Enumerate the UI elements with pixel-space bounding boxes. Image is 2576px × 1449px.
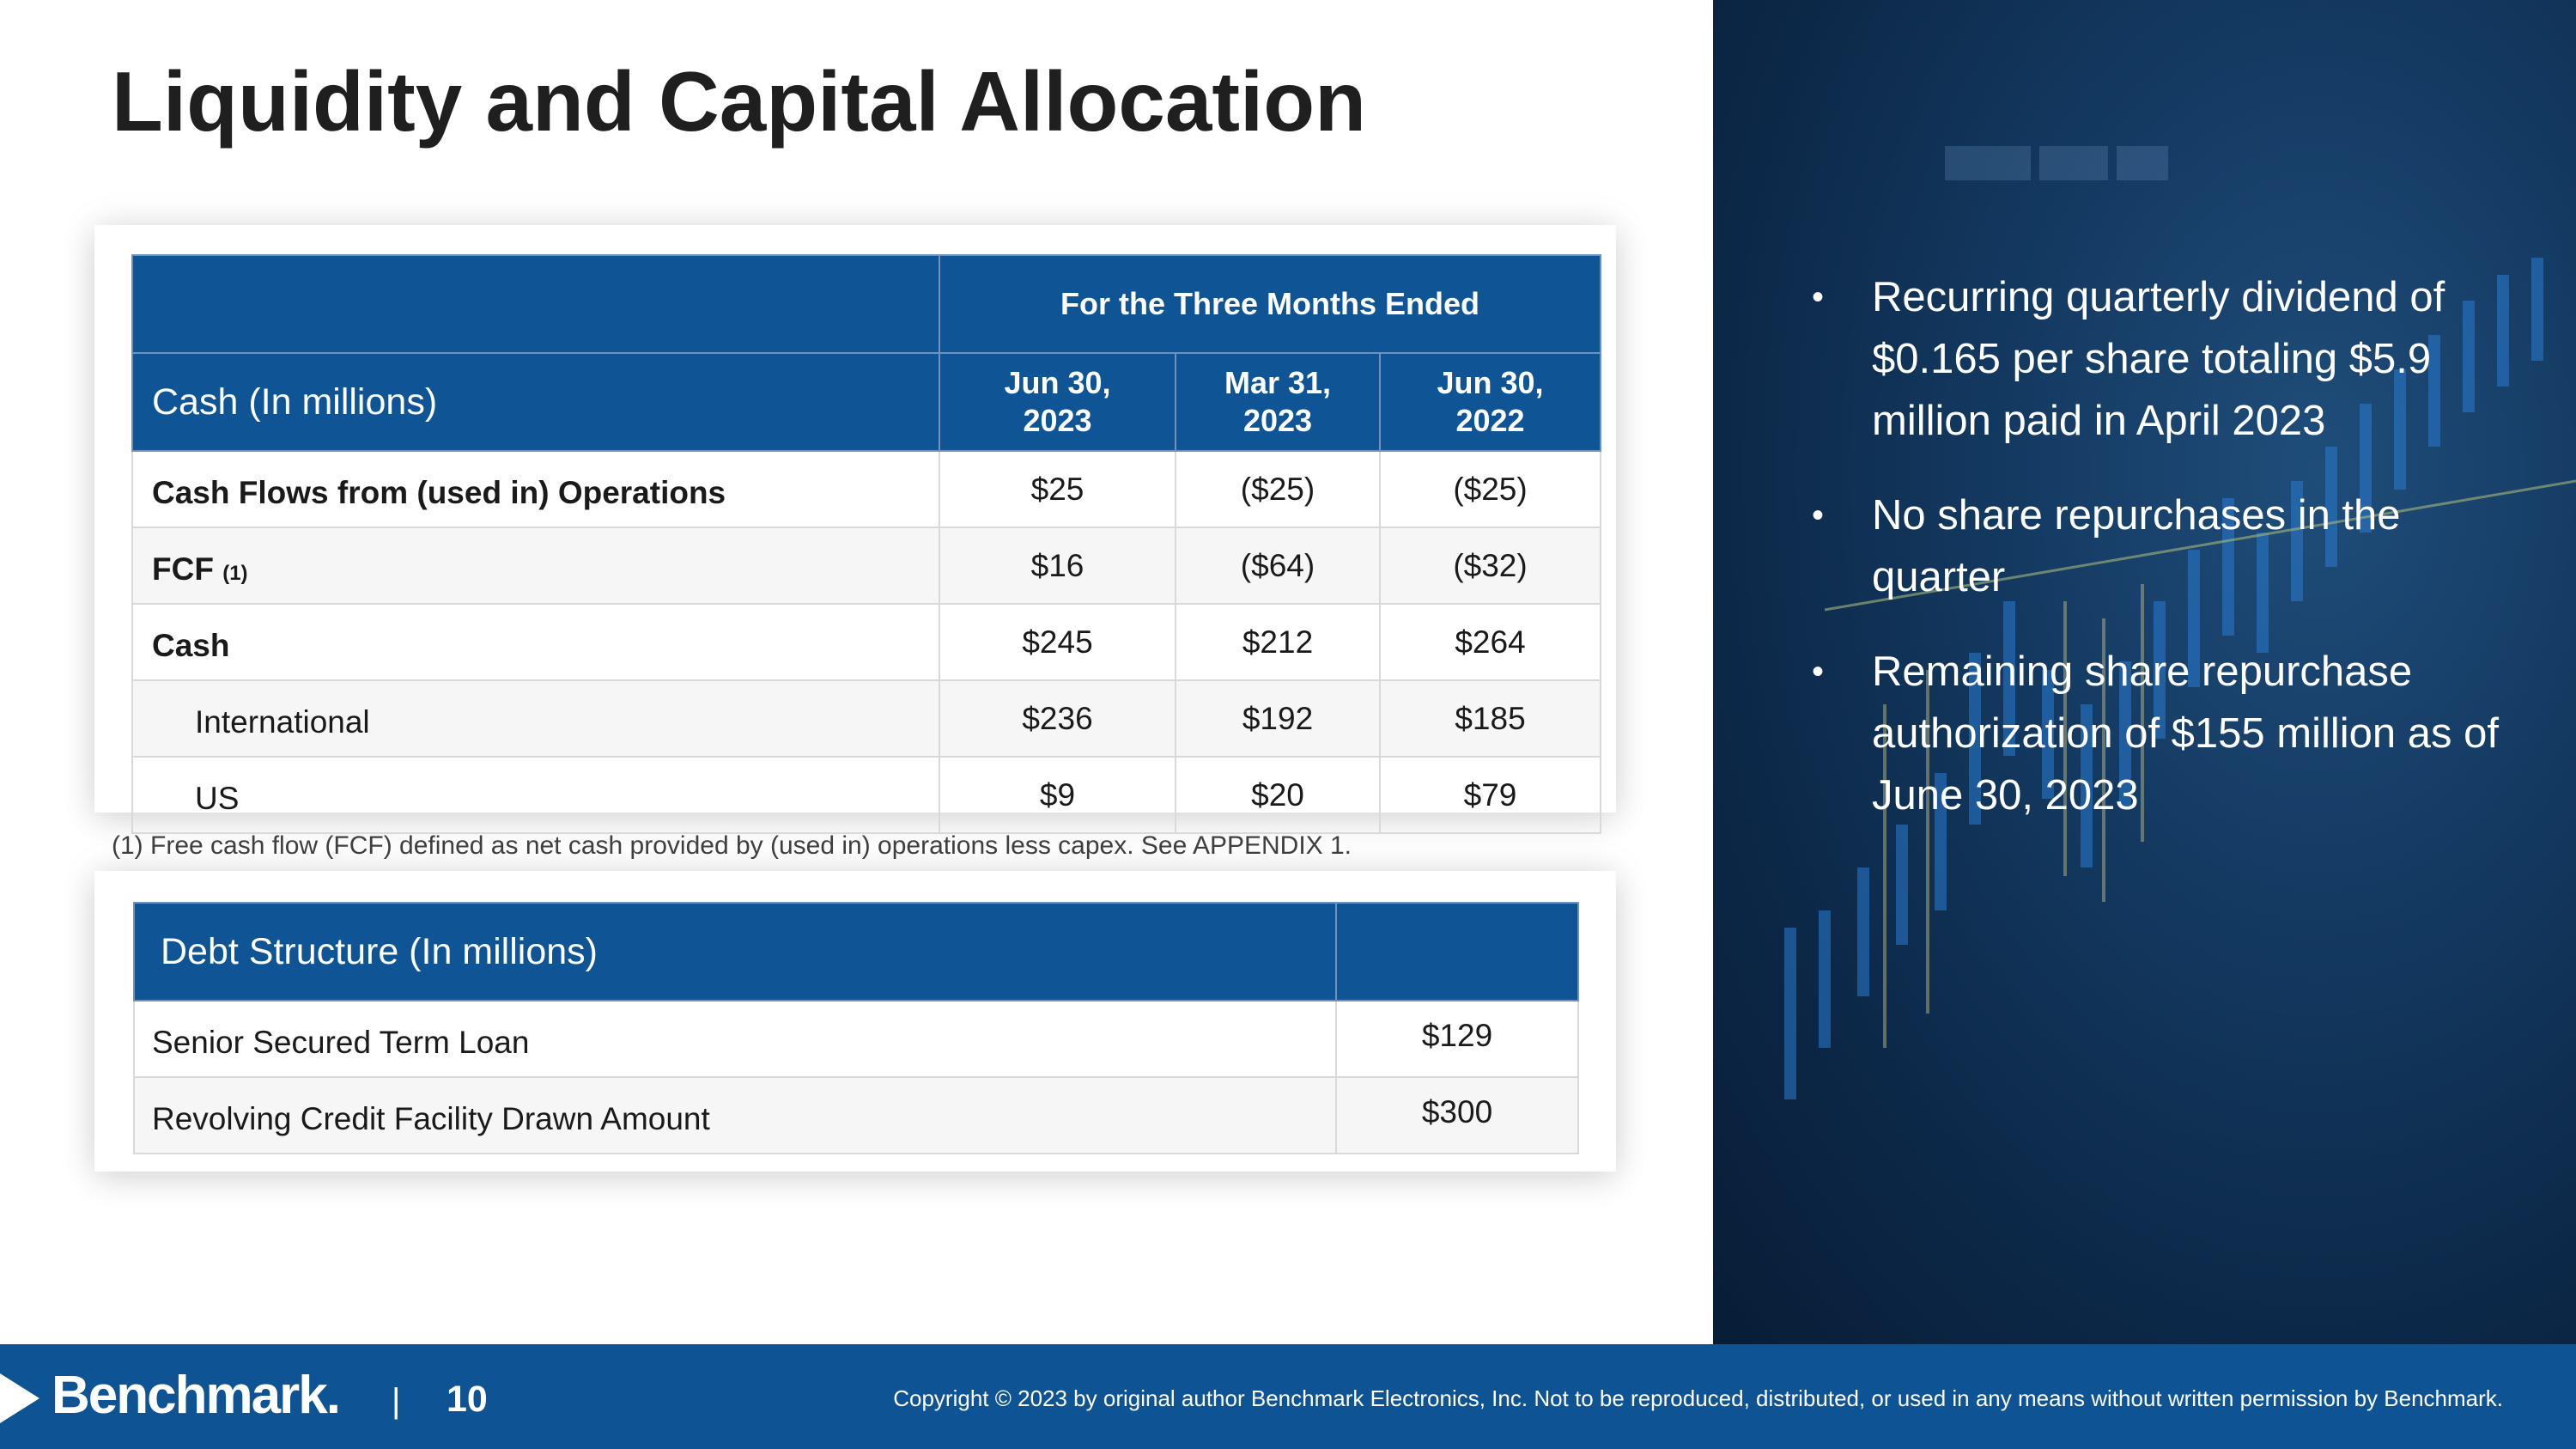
table-cell: $185 bbox=[1380, 680, 1601, 757]
table-cell: $300 bbox=[1336, 1077, 1578, 1154]
table-cell: $16 bbox=[939, 527, 1176, 604]
table-cell: $236 bbox=[939, 680, 1176, 757]
debt-table bbox=[133, 902, 1579, 1154]
table-cell: $79 bbox=[1380, 757, 1601, 833]
bullet-icon: • bbox=[1812, 496, 1825, 534]
table-cell: $212 bbox=[1176, 604, 1380, 680]
cash-table-period-row bbox=[132, 255, 1601, 353]
table-cell: ($25) bbox=[1176, 451, 1380, 527]
row-label-us: US bbox=[132, 757, 939, 833]
column-header-label: Jun 30, 2023 bbox=[1004, 365, 1111, 438]
footnote: (1) Free cash flow (FCF) defined as net cash provided by (used in) operations less capex. See APPENDIX 1. bbox=[112, 831, 1352, 860]
cash-table bbox=[131, 254, 1601, 834]
column-header-jun-2022 bbox=[1380, 353, 1601, 451]
debt-header: Debt Structure (In millions) bbox=[134, 903, 1336, 1001]
table-cell: $129 bbox=[1336, 1001, 1578, 1077]
column-header-jun-2023 bbox=[939, 353, 1176, 451]
row-label-revolver: Revolving Credit Facility Drawn Amount bbox=[134, 1077, 1336, 1154]
column-header-mar-2023 bbox=[1176, 353, 1380, 451]
period-header: For the Three Months Ended bbox=[939, 255, 1601, 353]
page-number: 10 bbox=[447, 1379, 488, 1420]
debt-table-header-row bbox=[134, 903, 1578, 1001]
logo-dot: . bbox=[325, 1366, 339, 1425]
cash-table-card bbox=[94, 225, 1616, 816]
table-row bbox=[134, 1001, 1578, 1077]
footnote-ref: (1) bbox=[222, 561, 248, 585]
table-row bbox=[132, 757, 1601, 833]
row-label-international: International bbox=[132, 680, 939, 757]
row-label-operations: Cash Flows from (used in) Operations bbox=[132, 451, 939, 527]
table-cell: $25 bbox=[939, 451, 1176, 527]
fcf-label: FCF bbox=[152, 551, 214, 587]
bullet-icon: • bbox=[1812, 278, 1825, 316]
list-item bbox=[1812, 641, 2542, 826]
bullet-text: No share repurchases in the quarter bbox=[1872, 492, 2401, 600]
table-cell: $245 bbox=[939, 604, 1176, 680]
logo-arrow-icon bbox=[0, 1373, 39, 1423]
cash-row-header: Cash (In millions) bbox=[132, 353, 939, 451]
table-cell: $20 bbox=[1176, 757, 1380, 833]
list-item bbox=[1812, 484, 2542, 608]
cash-table-corner bbox=[132, 255, 939, 353]
bullet-text: Remaining share repurchase authorization of $155 million as of June 30, 2023 bbox=[1872, 648, 2499, 819]
table-cell: $192 bbox=[1176, 680, 1380, 757]
table-cell: $264 bbox=[1380, 604, 1601, 680]
debt-table-card bbox=[94, 871, 1616, 1172]
row-label-fcf bbox=[132, 527, 939, 604]
bullet-text: Recurring quarterly dividend of $0.165 per share totaling $5.9 million paid in April 2023 bbox=[1872, 274, 2445, 444]
footer-bar bbox=[0, 1344, 2576, 1449]
table-cell: ($25) bbox=[1380, 451, 1601, 527]
table-cell: $9 bbox=[939, 757, 1176, 833]
column-header-label: Mar 31, 2023 bbox=[1224, 365, 1332, 438]
list-item bbox=[1812, 266, 2542, 452]
table-row bbox=[132, 604, 1601, 680]
key-points-list bbox=[1812, 266, 2542, 859]
cash-table-column-row bbox=[132, 353, 1601, 451]
page-title: Liquidity and Capital Allocation bbox=[112, 54, 1366, 149]
bullet-icon: • bbox=[1812, 653, 1825, 691]
footer-separator: | bbox=[392, 1382, 401, 1420]
column-header-label: Jun 30, 2022 bbox=[1437, 365, 1544, 438]
table-row bbox=[134, 1077, 1578, 1154]
copyright-notice: Copyright © 2023 by original author Benchmark Electronics, Inc. Not to be reproduced, distributed, or used in any means without written permission by Benchmark. bbox=[893, 1385, 2503, 1411]
table-cell: ($32) bbox=[1380, 527, 1601, 604]
table-row bbox=[132, 680, 1601, 757]
table-row bbox=[132, 451, 1601, 527]
row-label-cash: Cash bbox=[132, 604, 939, 680]
table-cell: ($64) bbox=[1176, 527, 1380, 604]
table-row bbox=[132, 527, 1601, 604]
debt-header-empty bbox=[1336, 903, 1578, 1001]
row-label-term-loan: Senior Secured Term Loan bbox=[134, 1001, 1336, 1077]
company-logo bbox=[52, 1365, 339, 1426]
logo-wordmark: Benchmark bbox=[52, 1366, 326, 1425]
